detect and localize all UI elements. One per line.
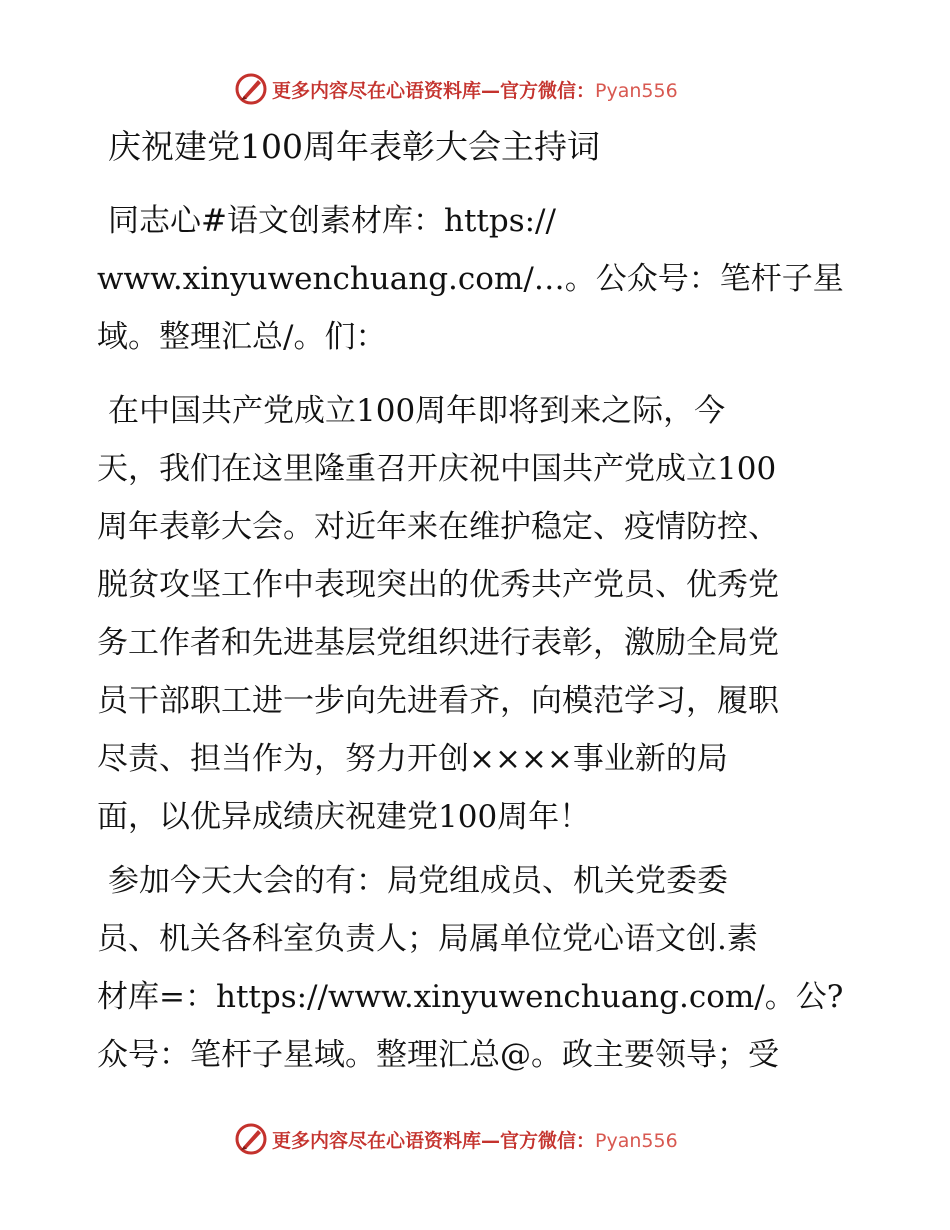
paragraph-line: 员、机关各科室负责人；局属单位党心语文创.素 (97, 921, 758, 957)
quill-logo-icon (234, 72, 268, 106)
paragraph-line: 天，我们在这里隆重召开庆祝中国共产党成立100 (97, 451, 777, 487)
footer-banner-handle: Pyan556 (595, 1130, 678, 1152)
header-banner (0, 70, 950, 110)
paragraph-line: 在中国共产党成立100周年即将到来之际，今 (108, 393, 726, 429)
paragraph-line: 材库=：https://www.xinyuwenchuang.com/。公? (97, 979, 844, 1015)
paragraph-line: 员干部职工进一步向先进看齐，向模范学习，履职 (97, 683, 779, 719)
paragraph-line: 域。整理汇总/。们： (97, 319, 387, 355)
paragraph-line: 面，以优异成绩庆祝建党100周年！ (97, 799, 591, 835)
paragraph (97, 192, 857, 366)
header-banner-text: 更多内容尽在心语资料库—官方微信：Pyan556 (272, 80, 678, 102)
paragraph-line: 参加今天大会的有：局党组成员、机关党委委 (108, 863, 728, 899)
paragraph-line: 脱贫攻坚工作中表现突出的优秀共产党员、优秀党 (97, 567, 779, 603)
header-banner-handle: Pyan556 (595, 80, 678, 102)
footer-banner-text: 更多内容尽在心语资料库—官方微信：Pyan556 (272, 1130, 678, 1152)
paragraph-line: www.xinyuwenchuang.com/…。公众号：笔杆子星 (97, 261, 844, 297)
paragraph-line: 周年表彰大会。对近年来在维护稳定、疫情防控、 (97, 509, 779, 545)
paragraph (97, 852, 857, 1084)
footer-banner (0, 1120, 950, 1160)
paragraph (97, 382, 857, 846)
paragraph-line: 尽责、担当作为，努力开创××××事业新的局 (97, 741, 728, 777)
paragraph-line: 同志心#语文创素材库：https:// (108, 203, 556, 239)
paragraph-line: 众号：笔杆子星域。整理汇总@。政主要领导；受 (97, 1037, 779, 1073)
document-title: 庆祝建党100周年表彰大会主持词 (108, 127, 600, 166)
quill-logo-icon (234, 1122, 268, 1156)
paragraph-line: 务工作者和先进基层党组织进行表彰，激励全局党 (97, 625, 779, 661)
